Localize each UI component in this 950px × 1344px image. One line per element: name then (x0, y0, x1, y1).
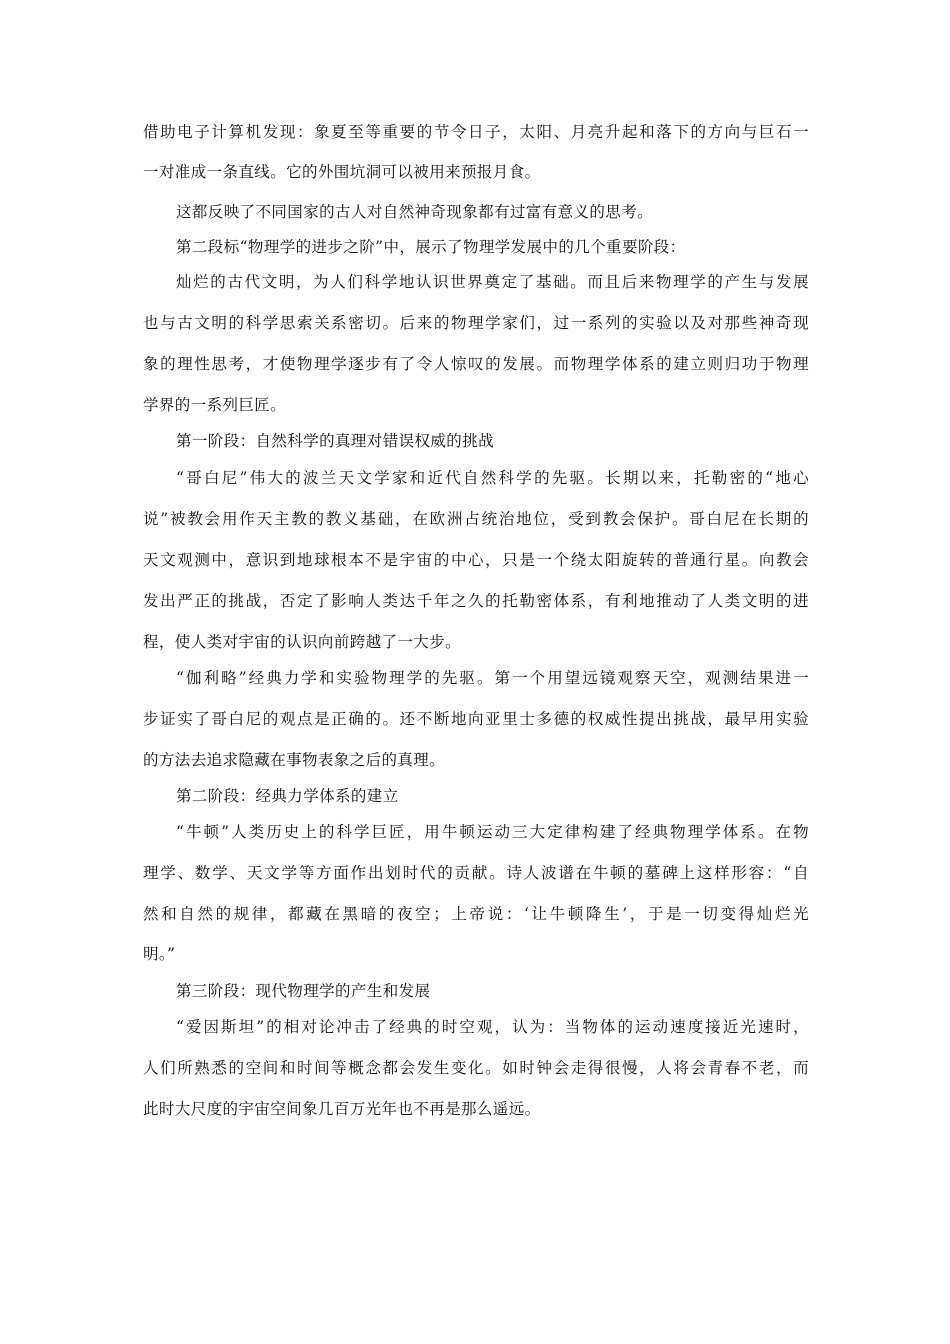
text-line: 借助电子计算机发现：象夏至等重要的节令日子，太阳、月亮升起和落下的方向与巨石一 (143, 123, 809, 141)
text-line: “爱因斯坦”的相对论冲击了经典的时空观，认为：当物体的运动速度接近光速时， (176, 1018, 809, 1036)
text-line: 一对准成一条直线。它的外围坑洞可以被用来预报月食。 (143, 163, 541, 181)
text-line: 象的理性思考，才使物理学逐步有了令人惊叹的发展。而物理学体系的建立则归功于物理 (143, 355, 809, 373)
text-line: 第二段标“物理学的进步之阶”中，展示了物理学发展中的几个重要阶段： (176, 238, 686, 256)
text-line: 学界的一系列巨匠。 (143, 396, 287, 414)
text-line: 的方法去追求隐藏在事物表象之后的真理。 (143, 751, 446, 769)
text-line: 明。” (143, 945, 176, 963)
text-line: 也与古文明的科学思索关系密切。后来的物理学家们，过一系列的实验以及对那些神奇现 (143, 314, 809, 332)
text-line: 说”被教会用作天主教的教义基础，在欧洲占统治地位，受到教会保护。哥白尼在长期的 (143, 510, 809, 528)
text-line: 人们所熟悉的空间和时间等概念都会发生变化。如时钟会走得很慢，人将会青春不老，而 (143, 1059, 809, 1077)
text-line: 这都反映了不同国家的古人对自然神奇现象都有过富有意义的思考。 (176, 203, 654, 221)
text-line: 灿烂的古代文明，为人们科学地认识世界奠定了基础。而且后来物理学的产生与发展 (176, 273, 809, 291)
text-line: 发出严正的挑战，否定了影响人类达千年之久的托勒密体系，有利地推动了人类文明的进 (143, 592, 809, 610)
text-line: 天文观测中，意识到地球根本不是宇宙的中心，只是一个绕太阳旋转的普通行星。向教会 (143, 551, 809, 569)
text-line: “哥白尼”伟大的波兰天文学家和近代自然科学的先驱。长期以来，托勒密的“地心 (176, 469, 809, 487)
text-line: 第三阶段：现代物理学的产生和发展 (176, 982, 431, 1000)
text-line: 程，使人类对宇宙的认识向前跨越了一大步。 (143, 633, 462, 651)
text-line: “牛顿”人类历史上的科学巨匠，用牛顿运动三大定律构建了经典物理学体系。在物 (176, 823, 809, 841)
text-line: 然和自然的规律，都藏在黑暗的夜空；上帝说：‘让牛顿降生’，于是一切变得灿烂光 (143, 905, 809, 923)
text-line: 第二阶段：经典力学体系的建立 (176, 787, 399, 805)
text-line: 步证实了哥白尼的观点是正确的。还不断地向亚里士多德的权威性提出挑战，最早用实验 (143, 710, 809, 728)
text-line: 理学、数学、天文学等方面作出划时代的贡献。诗人波谱在牛顿的墓碑上这样形容：“自 (143, 864, 809, 882)
text-line: 此时大尺度的宇宙空间象几百万光年也不再是那么遥远。 (143, 1100, 541, 1118)
text-line: “伽利略”经典力学和实验物理学的先驱。第一个用望远镜观察天空，观测结果进一 (176, 669, 809, 687)
text-line: 第一阶段：自然科学的真理对错误权威的挑战 (176, 432, 495, 450)
